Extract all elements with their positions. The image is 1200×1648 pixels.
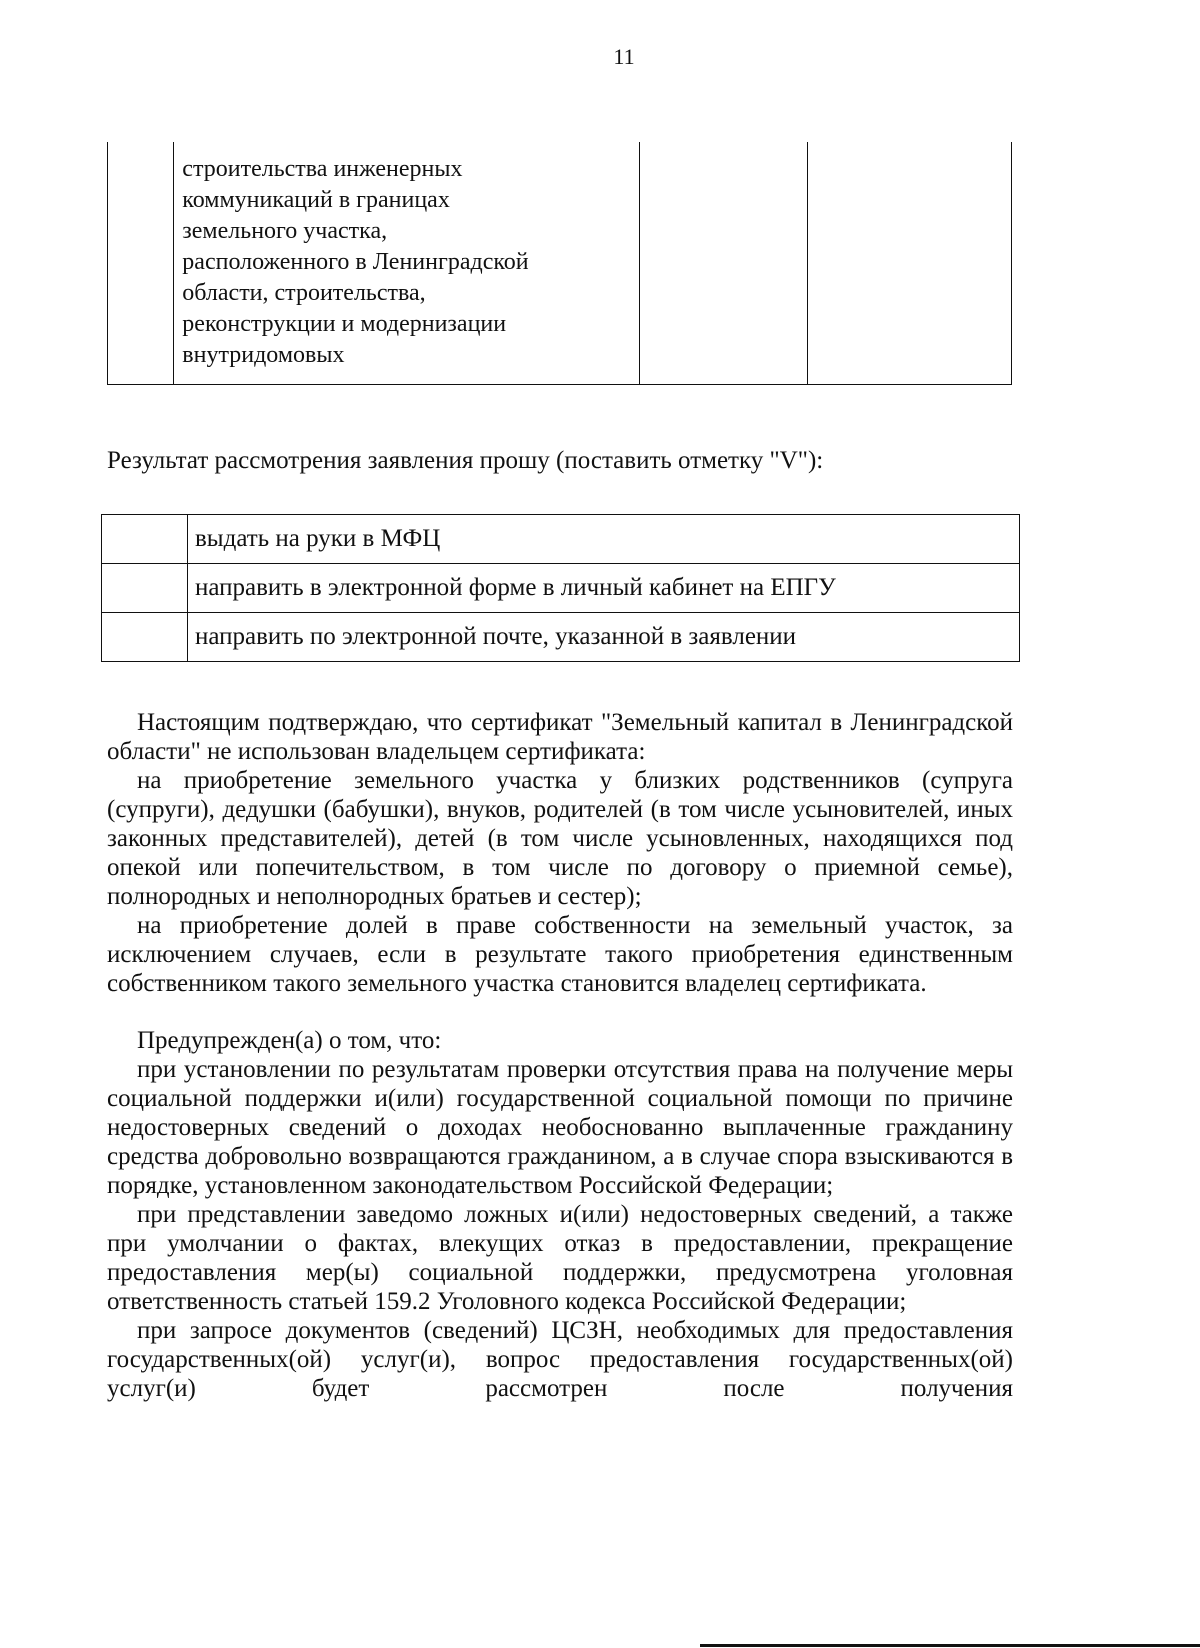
option-label: направить по электронной почте, указанной в заявлении	[188, 613, 1020, 662]
table-row	[108, 142, 1012, 385]
paragraph-shares: на приобретение долей в праве собственности на земельный участок, за исключением случаев, если в результате такого приобретения единственным собственником такого земельного участка становится владелец сертификата.	[107, 912, 1013, 997]
paragraph-relatives: на приобретение земельного участка у близких родственников (супруга (супруги), дедушки (бабушки), внуков, родителей (в том числе усыновителей, иных законных представителей), детей (в том числе усыновленных, находящихся под опекой или попечительством, в том числе по договору о приемной семье), полнородных и неполнородных братьев и сестер);	[107, 767, 1013, 910]
description-line: реконструкции и модернизации	[182, 311, 507, 337]
option-row	[102, 515, 1020, 564]
option-checkbox-cell[interactable]	[102, 515, 188, 564]
table-cell-description	[174, 142, 639, 385]
description-line: расположенного в Ленинградской	[182, 249, 529, 275]
continued-table-fragment	[107, 142, 1012, 385]
description-line: области, строительства,	[182, 280, 426, 306]
result-heading: Результат рассмотрения заявления прошу (поставить отметку "V"):	[107, 447, 824, 474]
description-line: земельного участка,	[182, 218, 388, 244]
description-line: строительства инженерных	[182, 156, 463, 182]
body-text	[107, 708, 1013, 1403]
option-row	[102, 613, 1020, 662]
option-label: выдать на руки в МФЦ	[188, 515, 1020, 564]
scan-edge-line	[700, 1644, 1200, 1647]
table-cell-blank	[639, 142, 808, 385]
table-cell-blank	[808, 142, 1012, 385]
description-line: внутридомовых	[182, 342, 345, 368]
paragraph-refund: при установлении по результатам проверки отсутствия права на получение меры социальной поддержки и(или) государственной социальной помощи по причине недостоверных сведений о доходах необоснованно выплаченные гражданину средства добровольно возвращаются гражданином, а в случае спора взыскиваются в порядке, установленном законодательством Российской Федерации;	[107, 1056, 1013, 1199]
option-checkbox-cell[interactable]	[102, 564, 188, 613]
page-number: 11	[613, 44, 635, 69]
paragraph-confirmation: Настоящим подтверждаю, что сертификат "Земельный капитал в Ленинградской области" не использован владельцем сертификата:	[107, 709, 1013, 765]
paragraph-document-request: при запросе документов (сведений) ЦСЗН, необходимых для предоставления государственных(ой) услуг(и), вопрос предоставления государственных(ой) услуг(и) будет рассмотрен после получения	[107, 1317, 1013, 1402]
paragraph-criminal-liability: при представлении заведомо ложных и(или) недостоверных сведений, а также при умолчании о фактах, влекущих отказ в предоставлении, прекращение предоставления мер(ы) социальной поддержки, предусмотрена уголовная ответственность статьей 159.2 Уголовного кодекса Российской Федерации;	[107, 1201, 1013, 1315]
option-label: направить в электронной форме в личный кабинет на ЕПГУ	[188, 564, 1020, 613]
result-options-table	[101, 514, 1020, 662]
paragraph-warning-heading: Предупрежден(а) о том, что:	[137, 1027, 442, 1054]
table-cell-number	[108, 142, 174, 385]
option-checkbox-cell[interactable]	[102, 613, 188, 662]
description-line: коммуникаций в границах	[182, 187, 450, 213]
option-row	[102, 564, 1020, 613]
